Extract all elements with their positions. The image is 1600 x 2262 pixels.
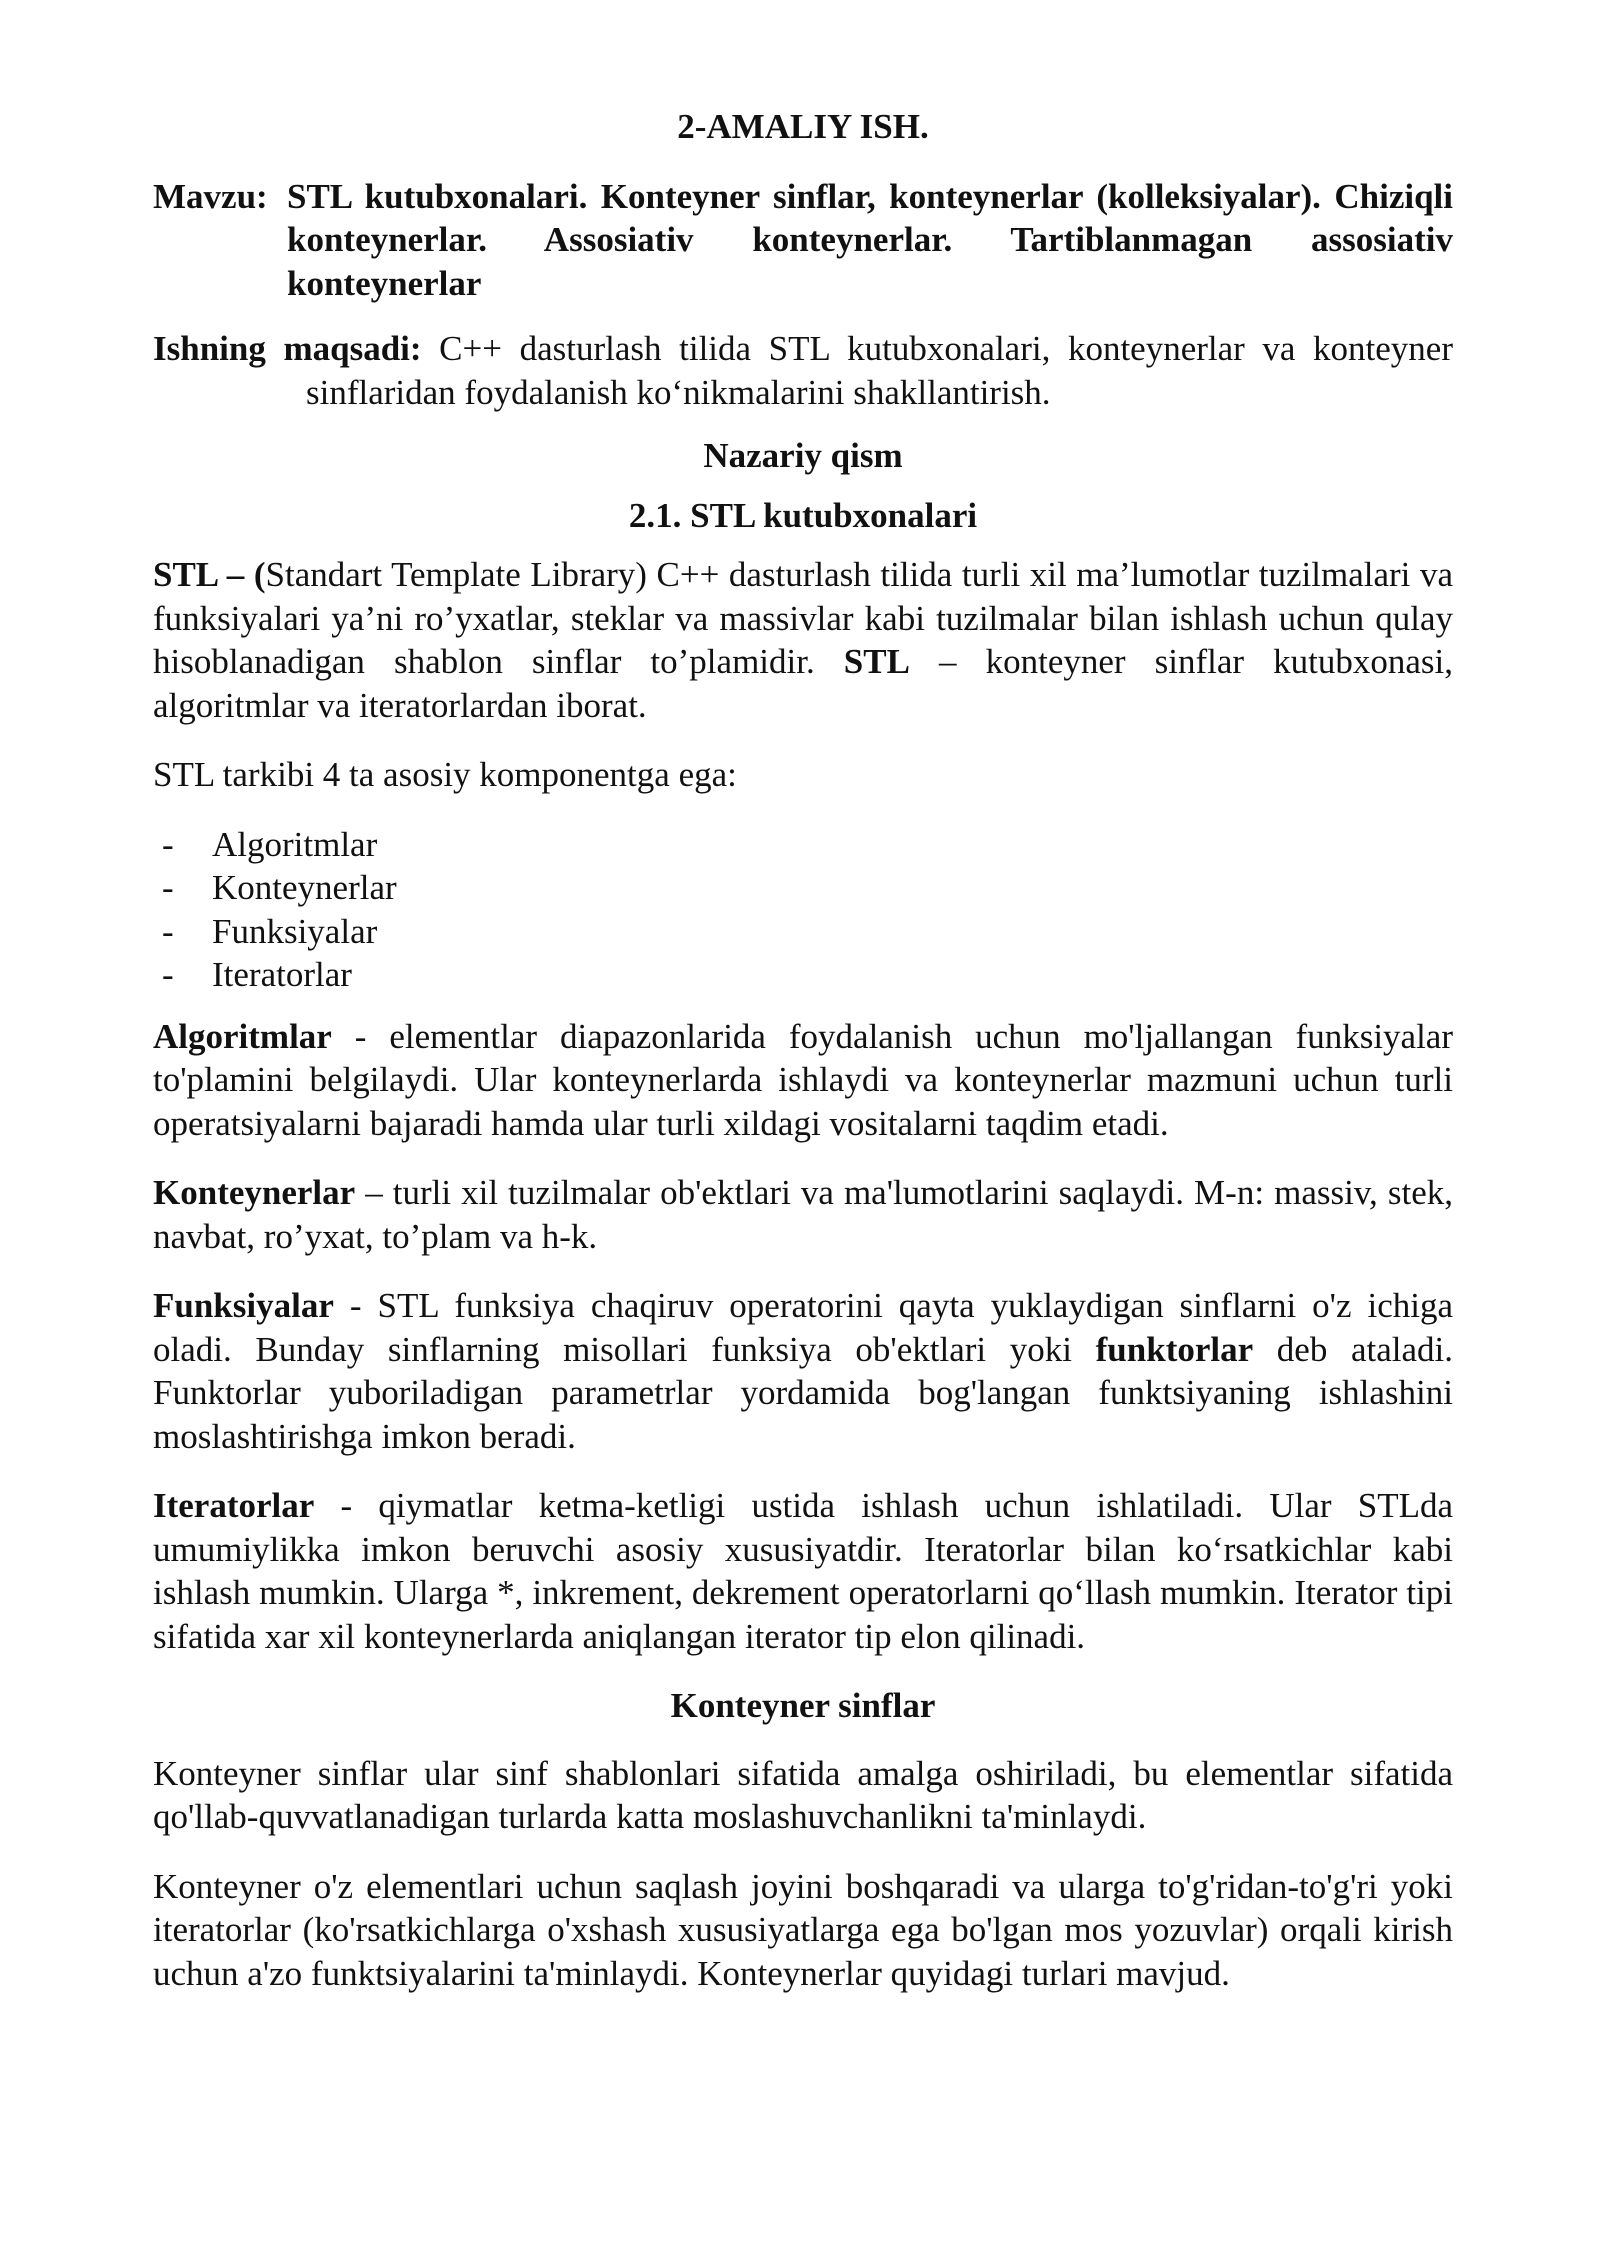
stl-term-2: STL xyxy=(843,642,910,681)
list-dash: - xyxy=(162,868,174,907)
konteynerlar-text: – turli xil tuzilmalar ob'ektlari va ma'lumotlarini saqlaydi. M-n: massiv, stek, navbat, ro’yxat, to’plam va h-k. xyxy=(153,1173,1453,1256)
list-dash: - xyxy=(162,955,174,994)
funksiyalar-text-1: - STL funksiya chaqiruv operatorini qayta yuklaydigan sinflarni o'z ichiga oladi. Bunday sinflarning misollari funksiya ob'ektlari yoki xyxy=(153,1286,1453,1369)
list-item xyxy=(153,866,1453,910)
topic-text: STL kutubxonalari. Konteyner sinflar, konteynerlar (kolleksiyalar). Chiziqli konteynerlar. Assosiativ konteynerlar. Tartiblanmagan assosiativ konteynerlar xyxy=(287,176,1453,303)
list-item xyxy=(153,953,1453,997)
topic-label: Mavzu: xyxy=(153,176,268,216)
algoritmlar-term: Algoritmlar xyxy=(153,1016,332,1056)
list-item xyxy=(153,910,1453,954)
stl-text-1: Standart Template Library) C++ dasturlash tilida turli xil ma’lumotlar tuzilmalari va funksiyalari ya’ni ro’yxatlar, steklar va massivlar kabi tuzilmalar bilan ishlash uchun qulay hisoblanadigan shablon sinflar to’plamidir. xyxy=(153,555,1453,681)
algoritmlar-paragraph xyxy=(153,1015,1453,1146)
container-classes-heading: Konteyner sinflar xyxy=(670,1686,936,1725)
components-intro: STL tarkibi 4 ta asosiy komponentga ega: xyxy=(153,755,737,794)
goal-line-2: sinflaridan foydalanish ko‘nikmalarini shakllantirish. xyxy=(306,372,1051,412)
topic-block xyxy=(153,175,1453,306)
theory-heading: Nazariy qism xyxy=(703,436,903,475)
document-page xyxy=(153,105,1453,2021)
funksiyalar-paragraph xyxy=(153,1284,1453,1458)
konteynerlar-paragraph xyxy=(153,1171,1453,1258)
iteratorlar-text: - qiymatlar ketma-ketligi ustida ishlash uchun ishlatiladi. Ular STLda umumiylikka imkon beruvchi asosiy xususiyatdir. Iteratorlar bilan ko‘rsatkichlar kabi ishlash mumkin. Ularga *, inkrement, dekrement operatorlarni qo‘llash mumkin. Iterator tipi sifatida xar xil konteynerlarda aniqlangan iterator tip elon qilinadi. xyxy=(153,1486,1453,1656)
list-item-label: Iteratorlar xyxy=(212,955,352,994)
list-item-label: Algoritmlar xyxy=(212,824,378,864)
section-heading: 2.1. STL kutubxonalari xyxy=(628,495,978,535)
funktorlar-term: funktorlar xyxy=(1095,1329,1254,1369)
list-dash: - xyxy=(162,911,174,951)
components-list xyxy=(153,823,1453,997)
stl-paragraph xyxy=(153,553,1453,727)
document-title: 2-AMALIY ISH. xyxy=(677,107,929,146)
list-item-label: Funksiyalar xyxy=(212,911,378,951)
stl-text-2: – konteyner sinflar kutubxonasi, algoritmlar va iteratorlardan iborat. xyxy=(153,642,1453,725)
stl-term: STL – ( xyxy=(153,555,266,594)
goal-text-1: C++ dasturlash tilida STL kutubxonalari, konteynerlar va konteyner xyxy=(421,329,1453,368)
list-dash: - xyxy=(162,824,174,864)
goal-block xyxy=(153,327,1453,414)
list-item xyxy=(153,823,1453,867)
iteratorlar-term: Iteratorlar xyxy=(153,1486,315,1525)
iteratorlar-paragraph xyxy=(153,1484,1453,1658)
container-paragraph-1: Konteyner sinflar ular sinf shablonlari sifatida amalga oshiriladi, bu elementlar sifatida qo'llab-quvvatlanadigan turlarda katta moslashuvchanlikni ta'minlaydi. xyxy=(153,1753,1453,1836)
funksiyalar-text-2: deb ataladi. Funktorlar yuboriladigan parametrlar yordamida bog'langan funktsiyaning ishlashini moslashtirishga imkon beradi. xyxy=(153,1329,1453,1456)
list-item-label: Konteynerlar xyxy=(212,868,397,907)
goal-line-1 xyxy=(153,327,1453,371)
funksiyalar-term: Funksiyalar xyxy=(153,1286,334,1325)
algoritmlar-text: - elementlar diapazonlarida foydalanish uchun mo'ljallangan funksiyalar to'plamini belgilaydi. Ular konteynerlarda ishlaydi va konteynerlar mazmuni uchun turli operatsiyalarni bajaradi hamda ular turli xildagi vositalarni taqdim etadi. xyxy=(153,1016,1453,1143)
container-paragraph-2: Konteyner o'z elementlari uchun saqlash joyini boshqaradi va ularga to'g'ridan-to'g'ri yoki iteratorlar (ko'rsatkichlarga o'xshash xususiyatlarga ega bo'lgan mos yozuvlar) orqali kirish uchun a'zo funktsiyalarini ta'minlaydi. Konteynerlar quyidagi turlari mavjud. xyxy=(153,1866,1453,1993)
konteynerlar-term: Konteynerlar xyxy=(153,1173,356,1212)
goal-label: Ishning maqsadi: xyxy=(153,329,422,368)
